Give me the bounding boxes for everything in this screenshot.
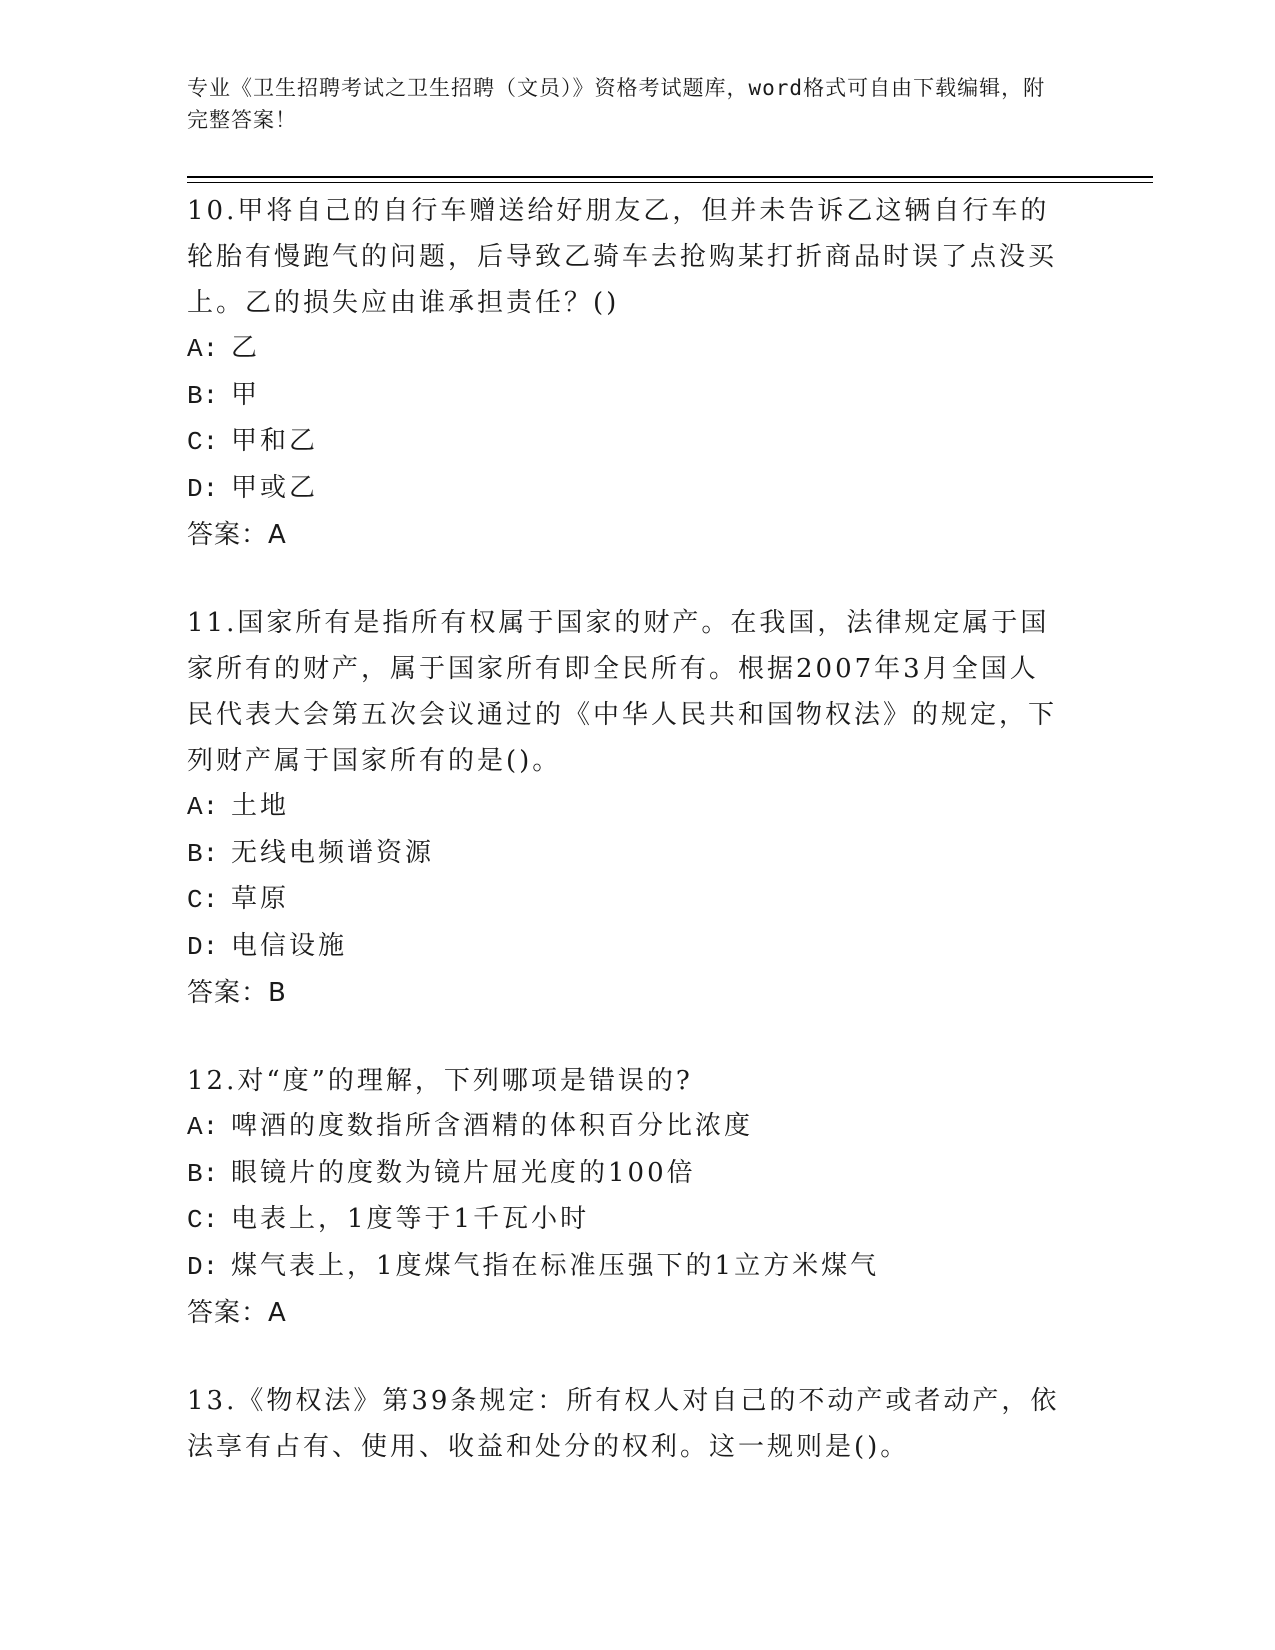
option-a <box>187 784 1067 831</box>
option-a <box>187 326 1067 373</box>
option-text: 乙 <box>231 333 261 363</box>
option-key: A: <box>187 1112 219 1142</box>
answer-line: 答案：A <box>187 520 287 550</box>
option-key: D: <box>187 1251 219 1282</box>
option-d <box>187 1244 1067 1291</box>
header-divider-thin <box>187 182 1153 183</box>
header-divider-thick <box>187 176 1153 178</box>
option-key: C: <box>187 1205 219 1235</box>
option-key: B: <box>187 1158 219 1189</box>
option-c <box>187 419 1067 466</box>
question-stem: 13.《物权法》第39条规定：所有权人对自己的不动产或者动产，依法享有占有、使用、收益和处分的权利。这一规则是()。 <box>187 1386 1060 1462</box>
option-c <box>187 877 1067 924</box>
option-b <box>187 373 1067 420</box>
option-c <box>187 1197 1067 1244</box>
option-key: D: <box>187 473 219 504</box>
answer-line: 答案：A <box>187 1298 287 1328</box>
option-text: 甲或乙 <box>231 472 319 503</box>
option-text: 啤酒的度数指所含酒精的体积百分比浓度 <box>231 1111 754 1141</box>
option-d <box>187 924 1067 971</box>
option-key: B: <box>187 380 219 411</box>
option-key: C: <box>187 885 219 915</box>
option-key: B: <box>187 838 219 869</box>
option-text: 眼镜片的度数为镜片屈光度的100倍 <box>231 1157 696 1188</box>
option-a <box>187 1104 1067 1151</box>
option-text: 电表上，1度等于1千瓦小时 <box>231 1204 590 1234</box>
option-text: 电信设施 <box>231 930 348 961</box>
question-12 <box>187 1058 1067 1336</box>
option-key: C: <box>187 427 219 457</box>
question-stem: 12.对“度”的理解，下列哪项是错误的? <box>187 1066 693 1096</box>
answer-line: 答案：B <box>187 978 287 1008</box>
option-key: A: <box>187 334 219 364</box>
question-list <box>187 188 1067 1512</box>
question-13 <box>187 1378 1067 1470</box>
option-text: 甲和乙 <box>231 426 319 456</box>
option-d <box>187 466 1067 513</box>
option-b <box>187 1151 1067 1198</box>
option-text: 甲 <box>231 379 261 410</box>
option-b <box>187 831 1067 878</box>
option-key: D: <box>187 931 219 962</box>
question-11 <box>187 600 1067 1016</box>
option-text: 煤气表上，1度煤气指在标准压强下的1立方米煤气 <box>231 1250 880 1281</box>
option-text: 草原 <box>231 884 290 914</box>
question-stem: 10.甲将自己的自行车赠送给好朋友乙，但并未告诉乙这辆自行车的轮胎有慢跑气的问题，后导致乙骑车去抢购某打折商品时误了点没买上。乙的损失应由谁承担责任？() <box>187 196 1058 318</box>
option-key: A: <box>187 792 219 822</box>
option-text: 无线电频谱资源 <box>231 837 435 868</box>
question-10 <box>187 188 1067 558</box>
option-text: 土地 <box>231 791 290 821</box>
question-stem: 11.国家所有是指所有权属于国家的财产。在我国，法律规定属于国家所有的财产，属于国家所有即全民所有。根据2007年3月全国人民代表大会第五次会议通过的《中华人民共和国物权法》的规定，下列财产属于国家所有的是()。 <box>187 608 1058 776</box>
document-header: 专业《卫生招聘考试之卫生招聘（文员）》资格考试题库，word格式可自由下载编辑，附完整答案！ <box>187 76 1046 132</box>
